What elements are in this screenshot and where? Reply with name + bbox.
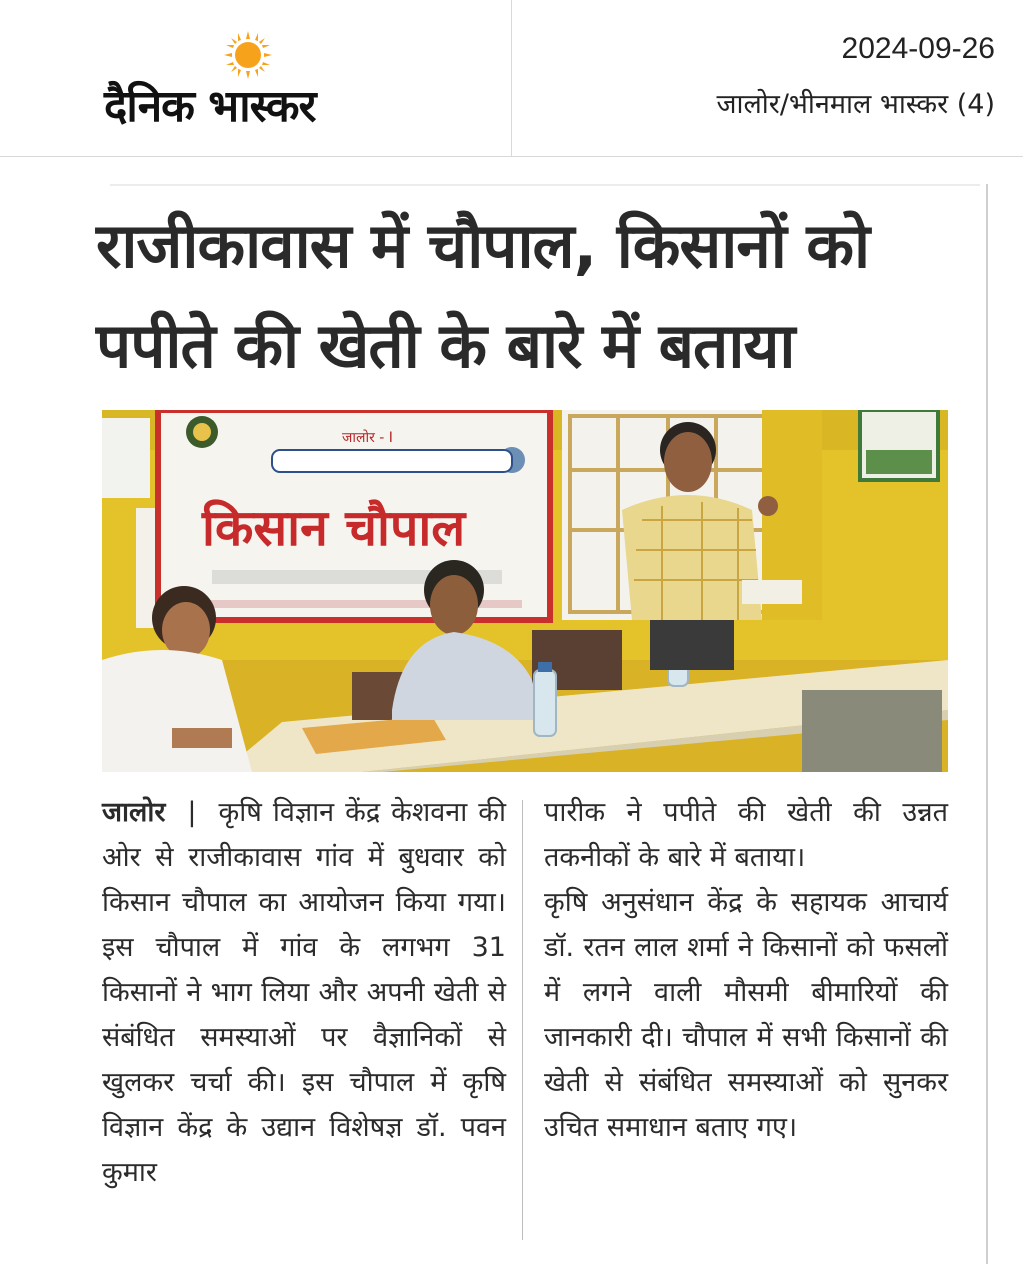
article-headline	[96, 196, 966, 396]
article-paragraph-3: कृषि अनुसंधान केंद्र के सहायक आचार्य डॉ. रतन लाल शर्मा ने किसानों को फसलों में लगने वाली मौसमी बीमारियों की जानकारी दी। चौपाल में सभी किसानों की खेती से संबंधित समस्याओं को सुनकर उचित समाधान बताए गए।	[544, 887, 948, 1143]
chaupal-photo-illustration	[102, 410, 948, 772]
headline-line-2: पपीते की खेती के बारे में बताया	[96, 309, 795, 382]
page-header	[0, 0, 1023, 157]
edition-name: जालोर/भीनमाल भास्कर (4)	[716, 89, 995, 120]
article-column-2	[544, 790, 948, 1150]
article-paragraph-2: पारीक ने पपीते की खेती की उन्नत तकनीकों के बारे में बताया।	[544, 797, 948, 873]
column-divider	[522, 800, 523, 1240]
clipping-top-rule	[110, 184, 980, 186]
article-column-1	[102, 790, 506, 1195]
clipping-right-rule	[986, 184, 988, 1264]
column-1-text: कृषि विज्ञान केंद्र केशवना की ओर से राजीकावास गांव में बुधवार को किसान चौपाल का आयोजन किया गया। इस चौपाल में गांव के लगभग 31 किसानों ने भाग लिया और अपनी खेती से संबंधित समस्याओं पर वैज्ञानिकों से खुलकर चर्चा की। इस चौपाल में कृषि विज्ञान केंद्र के उद्यान विशेषज्ञ डॉ. पवन कुमार	[102, 797, 506, 1188]
edition-date: 2024-09-26	[841, 32, 995, 65]
article-photo	[102, 410, 948, 772]
sun-logo-icon	[223, 30, 273, 80]
banner-title: किसान चौपाल	[202, 499, 466, 557]
article-paragraph-1: जालोर | कृषि विज्ञान केंद्र केशवना की ओर से राजीकावास गांव में बुधवार को किसान चौपाल का आयोजन किया गया। इस चौपाल में गांव के लगभग 31 किसानों ने भाग लिया और अपनी खेती से संबंधित समस्याओं पर वैज्ञानिकों से खुलकर चर्चा की। इस चौपाल में कृषि विज्ञान केंद्र के उद्यान विशेषज्ञ डॉ. पवन कुमार	[102, 797, 506, 1188]
headline-line-1: राजीकावास में चौपाल, किसानों को	[96, 209, 870, 282]
header-divider	[511, 0, 512, 156]
article-dateline: जालोर	[102, 797, 166, 828]
banner-subtitle: जालोर - I	[342, 430, 393, 446]
brand-logo-text: दैनिक भास्कर	[104, 81, 316, 132]
